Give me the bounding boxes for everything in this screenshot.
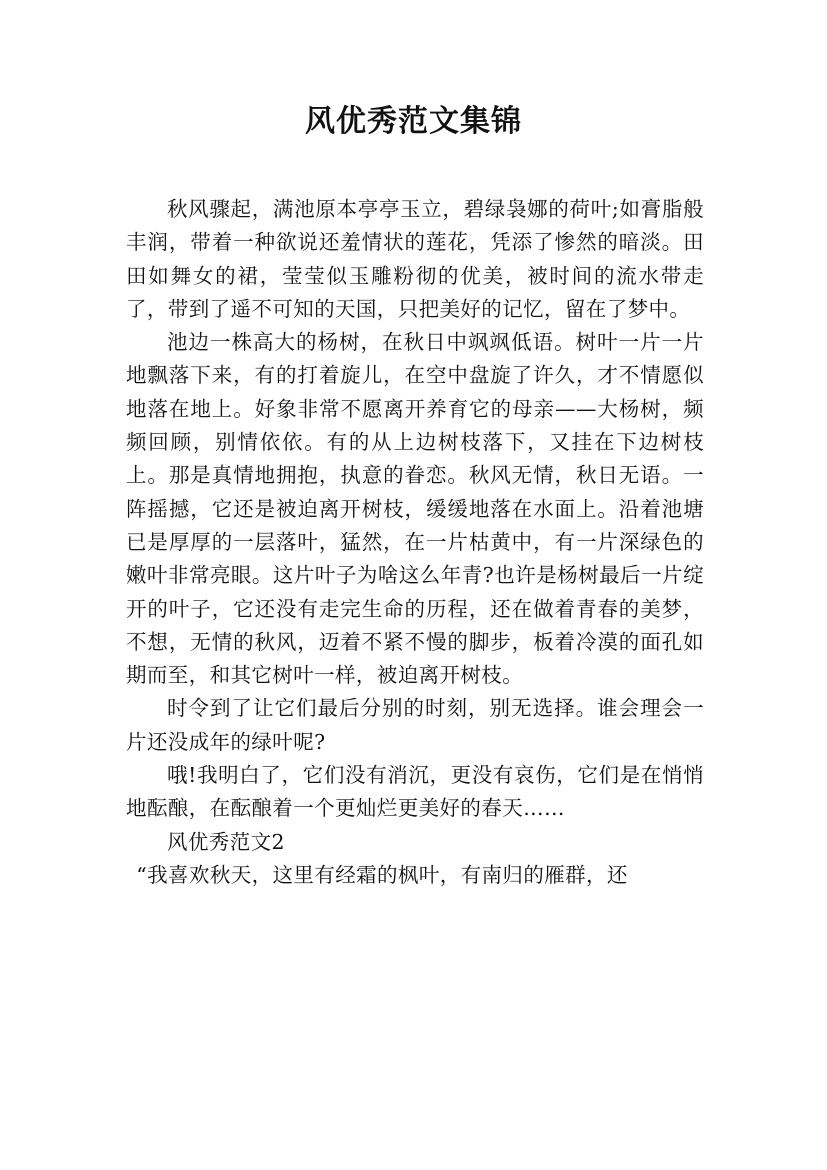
paragraph-3: 时令到了让它们最后分别的时刻，别无选择。谁会理会一片还没成年的绿叶呢?	[126, 696, 704, 754]
paragraph-6: “我喜欢秋天，这里有经霜的枫叶，有南归的雁群，还	[136, 862, 628, 887]
section-heading-2: 风优秀范文2	[167, 829, 285, 854]
paragraph-2: 池边一株高大的杨树，在秋日中飒飒低语。树叶一片一片地飘落下来，有的打着旋儿，在空中盘旋了许久，才不情愿似地落在地上。好象非常不愿离开养育它的母亲——大杨树，频频回顾，别情依依。有的从上边树枝落下，又挂在下边树枝上。那是真情地拥抱，执意的眷恋。秋风无情，秋日无语。一阵摇撼，它还是被迫离开树枝，缓缓地落在水面上。沿着池塘已是厚厚的一层落叶，猛然，在一片枯黄中，有一片深绿色的嫩叶非常亮眼。这片叶子为啥这么年青?也许是杨树最后一片绽开的叶子，它还没有走完生命的历程，还在做着青春的美梦，不想，无情的秋风，迈着不紧不慢的脚步，板着冷漠的面孔如期而至，和其它树叶一样，被迫离开树枝。	[126, 330, 704, 688]
document-title: 风优秀范文集锦	[305, 104, 522, 139]
paragraph-1: 秋风骤起，满池原本亭亭玉立，碧绿袅娜的荷叶;如膏脂般丰润，带着一种欲说还羞情状的莲花，凭添了惨然的暗淡。田田如舞女的裙，莹莹似玉雕粉彻的优美，被时间的流水带走了，带到了遥不可知的天国，只把美好的记忆，留在了梦中。	[126, 197, 704, 321]
document-body	[126, 193, 704, 892]
paragraph-4: 哦!我明白了，它们没有消沉，更没有哀伤，它们是在悄悄地酝酿，在酝酿着一个更灿烂更美好的春天……	[126, 763, 704, 821]
